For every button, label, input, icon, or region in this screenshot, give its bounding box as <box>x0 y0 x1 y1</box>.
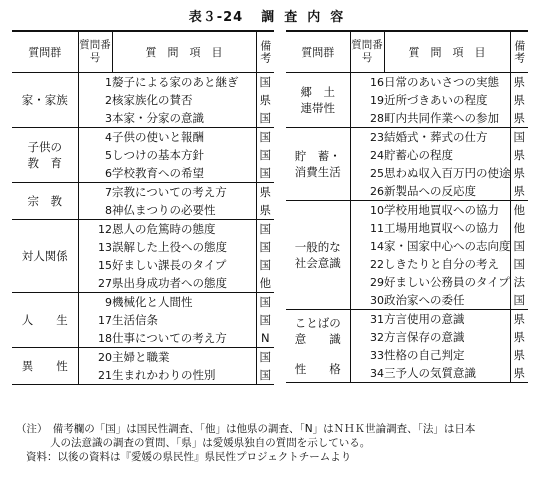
question-item: しきたりと自分の考え <box>384 257 499 271</box>
remark-code: 県 <box>510 346 528 364</box>
remark-code: 国 <box>510 237 528 255</box>
note-line-1: （注） 備考欄の「国」は国民性調査、「他」は他県の調査、「N」はＮＨＫ世論調査、「法」は日本 <box>16 423 476 435</box>
question-number: 26 <box>350 182 384 201</box>
question-item: 仕事についての考え方 <box>112 329 256 348</box>
group-label-line: 意 識 <box>294 332 341 346</box>
question-group <box>12 183 78 220</box>
remark-code: 法 <box>510 273 528 291</box>
question-number: 17 <box>98 313 112 327</box>
question-number: 32 <box>370 330 384 344</box>
question-number: 30 <box>350 291 384 310</box>
question-number: 4 <box>105 130 112 144</box>
remark-code: 国 <box>256 348 274 367</box>
table-row <box>12 293 274 312</box>
question-number: 10 <box>370 203 384 217</box>
question-item: 生活信条 <box>112 313 158 327</box>
table-row <box>12 73 274 92</box>
question-group <box>286 128 350 201</box>
table-row <box>12 348 274 367</box>
remark-code: 県 <box>510 109 528 128</box>
footnotes <box>16 422 534 464</box>
question-item: 工場用地買収への協力 <box>384 221 499 235</box>
remark-code: 国 <box>256 109 274 128</box>
group-label-line: 宗 教 <box>27 194 62 208</box>
question-item: 政治家への委任 <box>384 291 510 310</box>
remark-code: 県 <box>510 91 528 109</box>
table-title <box>0 6 542 25</box>
question-number: 1 <box>105 75 112 89</box>
remark-code: 他 <box>510 219 528 237</box>
remark-code: 国 <box>510 291 528 310</box>
question-number: 18 <box>78 329 112 348</box>
remark-code: 県 <box>510 146 528 164</box>
header-number: 質問番号 <box>350 31 384 73</box>
question-number: 28 <box>350 109 384 128</box>
question-item: 本家・分家の意識 <box>112 109 256 128</box>
question-number: 25 <box>370 166 384 180</box>
question-item: 核家族化の賛否 <box>112 93 193 107</box>
question-item: 近所づきあいの程度 <box>384 93 488 107</box>
remark-code: 国 <box>256 73 274 92</box>
group-label-line: 異 性 <box>21 359 68 373</box>
remark-code: 国 <box>256 146 274 164</box>
question-number: 5 <box>105 148 112 162</box>
group-label-line: 家・家族 <box>21 93 68 107</box>
question-item: 嫠子による家のあと継ぎ <box>112 75 239 89</box>
header-remark: 備考 <box>256 31 274 73</box>
table-row <box>12 128 274 147</box>
remark-code: 国 <box>256 293 274 312</box>
question-number: 6 <box>78 164 112 183</box>
remark-code: 国 <box>256 164 274 183</box>
note-line-2: 人の法意識の調査の質問、「県」は愛媛県独自の質問を示している。 <box>50 437 371 449</box>
group-label-line <box>286 347 350 361</box>
question-item: 日常のあいさつの実態 <box>384 75 499 89</box>
question-number: 7 <box>105 185 112 199</box>
question-number: 9 <box>105 295 112 309</box>
group-label-line: 郷 土 <box>300 85 335 99</box>
question-item: 方言使用の意識 <box>384 312 465 326</box>
question-item: 結婚式・葬式の仕方 <box>384 130 488 144</box>
remark-code: 他 <box>510 201 528 220</box>
question-item: 子供の使いと報酬 <box>112 130 204 144</box>
question-item: しつけの基本方針 <box>112 148 204 162</box>
question-group <box>12 348 78 385</box>
group-label-line: ことばの <box>294 316 341 330</box>
group-label-line: 消費生活 <box>294 165 341 179</box>
remark-code: 国 <box>256 311 274 329</box>
remark-code: 国 <box>256 220 274 239</box>
question-number: 16 <box>370 75 384 89</box>
source-line: 資料：以後の資料は『愛媛の県民性』県民性プロジェクトチームより <box>26 451 352 463</box>
remark-code: 県 <box>510 164 528 182</box>
header-group: 質問群 <box>12 31 78 73</box>
table-caption: 調査内容 <box>261 10 354 25</box>
remark-code: 県 <box>510 73 528 92</box>
question-item: 三予人の気質意識 <box>384 364 510 383</box>
group-label-line: 教 育 <box>27 156 62 170</box>
question-number: 31 <box>370 312 384 326</box>
question-number: 20 <box>98 350 112 364</box>
header-item: 質 問 項 目 <box>384 31 510 73</box>
question-number: 13 <box>98 240 112 254</box>
question-group <box>286 73 350 128</box>
question-item: 学校用地買収への協力 <box>384 203 499 217</box>
question-group <box>12 128 78 183</box>
question-number: 15 <box>98 258 112 272</box>
remark-code: 県 <box>256 201 274 220</box>
remark-code: 国 <box>256 256 274 274</box>
header-group: 質問群 <box>286 31 350 73</box>
question-number: 34 <box>350 364 384 383</box>
question-number: 27 <box>78 274 112 293</box>
header-number: 質問番号 <box>78 31 112 73</box>
remark-code: 県 <box>256 183 274 202</box>
question-item: 誤解した上役への態度 <box>112 240 227 254</box>
question-number: 2 <box>105 93 112 107</box>
question-item: 神仏まつりの必要性 <box>112 201 256 220</box>
table-row <box>286 128 528 147</box>
remark-code: 県 <box>510 310 528 329</box>
group-label-line: 一般的な <box>294 240 341 254</box>
question-item: 好ましい公務員のタイプ <box>384 275 510 289</box>
question-number: 12 <box>98 222 112 236</box>
question-item: 方言保存の意識 <box>384 330 465 344</box>
question-group <box>12 73 78 128</box>
group-label-line: 性 格 <box>294 362 341 376</box>
question-item: 恩人の危篤時の態度 <box>112 222 216 236</box>
question-item: 学校教育への希望 <box>112 164 256 183</box>
survey-table-left <box>12 30 274 385</box>
group-label-line: 連帯性 <box>300 101 335 115</box>
remark-code: 県 <box>510 364 528 383</box>
table-number: 表３-24 <box>188 10 244 25</box>
question-number: 14 <box>370 239 384 253</box>
remark-code: 他 <box>256 274 274 293</box>
question-item: 機械化と人間性 <box>112 295 193 309</box>
question-item: 思わぬ収入百万円の使途 <box>384 166 510 180</box>
question-number: 11 <box>370 221 384 235</box>
question-number: 8 <box>78 201 112 220</box>
table-row <box>286 201 528 220</box>
question-item: 性格の自己判定 <box>384 348 465 362</box>
remark-code: 国 <box>510 128 528 147</box>
question-item: 貯蓄心の程度 <box>384 148 453 162</box>
question-number: 33 <box>370 348 384 362</box>
table-row <box>286 310 528 329</box>
group-label-line: 人 生 <box>21 313 68 327</box>
group-label-line: 子供の <box>27 140 62 154</box>
table-row <box>12 183 274 202</box>
question-item: 好ましい課長のタイプ <box>112 258 227 272</box>
remark-code: 国 <box>256 128 274 147</box>
question-number: 19 <box>370 93 384 107</box>
remark-code: 国 <box>256 366 274 385</box>
table-row <box>286 73 528 92</box>
remark-code: 国 <box>510 255 528 273</box>
question-item: 県出身成功者への態度 <box>112 274 256 293</box>
question-number: 3 <box>78 109 112 128</box>
group-label-line: 対人関係 <box>21 249 68 263</box>
question-number: 24 <box>370 148 384 162</box>
question-number: 22 <box>370 257 384 271</box>
remark-code: N <box>256 329 274 348</box>
question-number: 21 <box>78 366 112 385</box>
remark-code: 県 <box>510 182 528 201</box>
header-remark: 備考 <box>510 31 528 73</box>
remark-code: 県 <box>256 91 274 109</box>
question-item: 主婦と職業 <box>112 350 170 364</box>
question-item: 宗教についての考え方 <box>112 185 227 199</box>
question-group <box>286 310 350 383</box>
remark-code: 県 <box>510 328 528 346</box>
question-group <box>12 293 78 348</box>
remark-code: 国 <box>256 238 274 256</box>
table-row <box>12 220 274 239</box>
question-item: 新製品への反応度 <box>384 182 510 201</box>
survey-table-right <box>286 30 528 383</box>
group-label-line: 社会意識 <box>294 256 341 270</box>
group-label-line: 貯 蓄・ <box>294 149 341 163</box>
question-number: 23 <box>370 130 384 144</box>
question-item: 家・国家中心への志向度 <box>384 239 510 253</box>
question-item: 町内共同作業への参加 <box>384 109 510 128</box>
question-item: 生まれかわりの性別 <box>112 366 256 385</box>
question-group <box>286 201 350 310</box>
header-item: 質 問 項 目 <box>112 31 256 73</box>
question-group <box>12 220 78 293</box>
question-number: 29 <box>370 275 384 289</box>
